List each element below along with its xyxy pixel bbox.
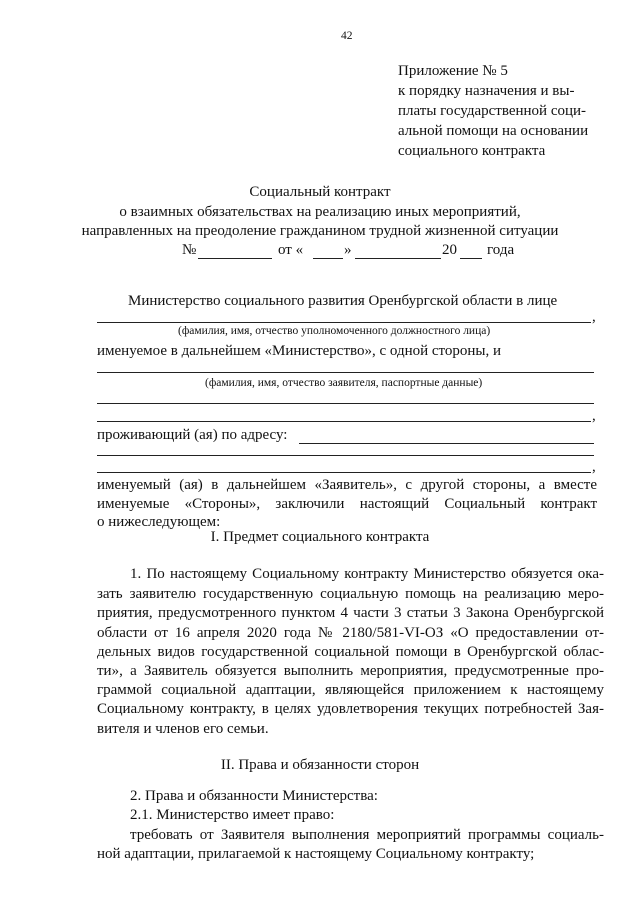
section-1-line: области от 16 апреля 2020 года № 2180/581-VI-ОЗ «О предоставлении от-: [97, 625, 604, 641]
ministry-line: Министерство социального развития Оренбургской области в лице: [128, 293, 558, 309]
comma: ,: [592, 309, 596, 325]
address-field[interactable]: [97, 472, 591, 473]
appendix-line: социального контракта: [398, 143, 546, 159]
year-field[interactable]: [460, 258, 482, 259]
address-label: проживающий (ая) по адресу:: [97, 427, 288, 443]
section-1-line: приятия, предусмотренного пунктом 4 части 3 статьи 3 Закона Оренбургской: [97, 605, 604, 621]
applicant-details-field[interactable]: [97, 421, 591, 422]
day-field[interactable]: [313, 258, 343, 259]
applicant-details-field[interactable]: [97, 403, 594, 404]
section-1-heading: I. Предмет социального контракта: [210, 529, 430, 545]
section-1-line: дельных видов государственной социальной помощи в Оренбургской облас-: [97, 644, 604, 660]
section-1-line: 1. По настоящему Социальному контракту Министерство обязуется ока-: [130, 566, 604, 582]
address-field[interactable]: [299, 443, 594, 444]
quote-close: »: [344, 242, 352, 258]
section-2-item: 2. Права и обязанности Министерства:: [130, 788, 378, 804]
date-from-label: от «: [278, 242, 304, 258]
section-1-line: вителя и членов его семьи.: [97, 721, 269, 737]
section-1-line: зать заявителю государственную социальную помощь на реализацию меро-: [97, 586, 604, 602]
comma: ,: [592, 408, 596, 424]
month-field[interactable]: [355, 258, 441, 259]
contract-title: Социальный контракт: [249, 184, 391, 200]
address-field[interactable]: [97, 455, 594, 456]
appendix-line: к порядку назначения и вы-: [398, 83, 575, 99]
section-1-line: ти», а Заявитель обязуется выполнить мероприятия, предусмотренные про-: [97, 663, 604, 679]
named-line: именуемое в дальнейшем «Министерство», с одной стороны, и: [97, 343, 502, 359]
contract-subtitle: о взаимных обязательствах на реализацию иных мероприятий,: [119, 204, 521, 220]
number-label: №: [182, 242, 197, 258]
official-hint: (фамилия, имя, отчество уполномоченного должностного лица): [178, 325, 491, 337]
year-prefix: 20: [442, 242, 457, 258]
closing-line: именуемые «Стороны», заключили настоящий Социальный контракт: [97, 496, 597, 512]
appendix-line: альной помощи на основании: [398, 123, 589, 139]
official-name-field[interactable]: [97, 322, 591, 323]
applicant-name-field[interactable]: [97, 372, 594, 373]
page-number: 42: [341, 30, 353, 42]
appendix-line: платы государственной соци-: [398, 103, 587, 119]
section-2-paragraph: требовать от Заявителя выполнения мероприятий программы социаль-: [130, 827, 604, 843]
closing-line: о нижеследующем:: [97, 514, 221, 530]
section-1-line: граммой социальной адаптации, являющейся приложением к настоящему: [97, 682, 604, 698]
appendix-title: Приложение № 5: [398, 63, 508, 79]
section-2-paragraph: ной адаптации, прилагаемой к настоящему Социальному контракту;: [97, 846, 535, 862]
number-field[interactable]: [198, 258, 272, 259]
closing-line: именуемый (ая) в дальнейшем «Заявитель», с другой стороны, а вместе: [97, 477, 597, 493]
contract-subtitle: направленных на преодоление гражданином трудной жизненной ситуации: [81, 223, 559, 239]
section-1-line: Социальному контракту, в целях удовлетворения текущих потребностей Зая-: [97, 701, 604, 717]
year-label: года: [487, 242, 515, 258]
applicant-hint: (фамилия, имя, отчество заявителя, паспортные данные): [205, 377, 483, 389]
section-2-item: 2.1. Министерство имеет право:: [130, 807, 335, 823]
comma: ,: [592, 459, 596, 475]
section-2-heading: II. Права и обязанности сторон: [220, 757, 420, 773]
